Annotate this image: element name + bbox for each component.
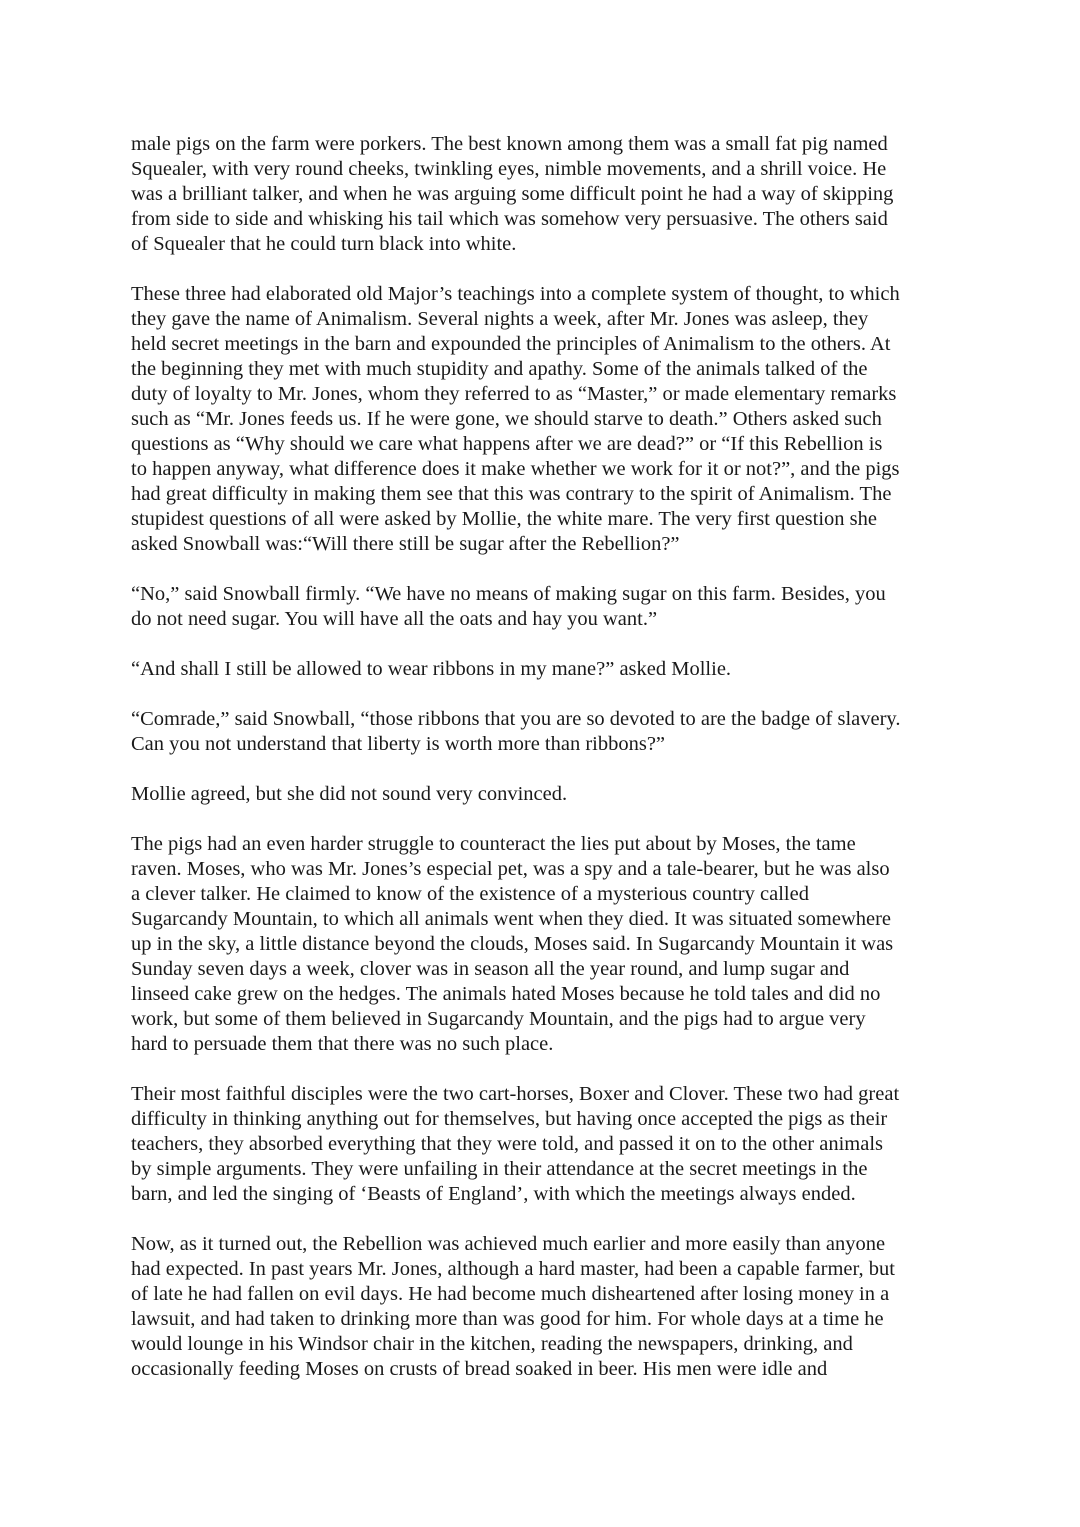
- paragraph: [131, 582, 961, 632]
- text-line: hard to persuade them that there was no such place.: [131, 1033, 554, 1055]
- text-line: up in the sky, a little distance beyond the clouds, Moses said. In Sugarcandy Mountain it was: [131, 933, 894, 955]
- text-line: Sugarcandy Mountain, to which all animals went when they died. It was situated somewhere: [131, 908, 892, 930]
- text-line: occasionally feeding Moses on crusts of bread soaked in beer. His men were idle and: [131, 1358, 828, 1380]
- text-line: such as “Mr. Jones feeds us. If he were gone, we should starve to death.” Others asked such: [131, 408, 882, 430]
- text-line: Sunday seven days a week, clover was in season all the year round, and lump sugar and: [131, 958, 850, 980]
- text-line: duty of loyalty to Mr. Jones, whom they referred to as “Master,” or made elementary remarks: [131, 383, 897, 405]
- text-line: from side to side and whisking his tail which was somehow very persuasive. The others said: [131, 208, 888, 230]
- text-line: the beginning they met with much stupidity and apathy. Some of the animals talked of the: [131, 358, 868, 380]
- text-line: do not need sugar. You will have all the oats and hay you want.”: [131, 608, 658, 630]
- text-line: The pigs had an even harder struggle to counteract the lies put about by Moses, the tame: [131, 833, 856, 855]
- text-line: Can you not understand that liberty is worth more than ribbons?”: [131, 733, 666, 755]
- text-line: would lounge in his Windsor chair in the kitchen, reading the newspapers, drinking, and: [131, 1333, 853, 1355]
- text-line: to happen anyway, what difference does it make whether we work for it or not?”, and the pigs: [131, 458, 900, 480]
- text-line: of Squealer that he could turn black into white.: [131, 233, 517, 255]
- text-line: work, but some of them believed in Sugarcandy Mountain, and the pigs had to argue very: [131, 1008, 866, 1030]
- text-line: difficulty in thinking anything out for themselves, but having once accepted the pigs as their: [131, 1108, 888, 1130]
- text-line: Mollie agreed, but she did not sound very convinced.: [131, 783, 568, 805]
- paragraph: [131, 832, 961, 1057]
- text-line: had expected. In past years Mr. Jones, although a hard master, had been a capable farmer, but: [131, 1258, 895, 1280]
- paragraph: [131, 132, 961, 257]
- text-line: questions as “Why should we care what happens after we are dead?” or “If this Rebellion is: [131, 433, 883, 455]
- paragraph: [131, 782, 961, 807]
- text-line: stupidest questions of all were asked by Mollie, the white mare. The very first question she: [131, 508, 877, 530]
- text-line: of late he had fallen on evil days. He had become much disheartened after losing money in a: [131, 1283, 890, 1305]
- text-line: lawsuit, and had taken to drinking more than was good for him. For whole days at a time he: [131, 1308, 884, 1330]
- text-line: Squealer, with very round cheeks, twinkling eyes, nimble movements, and a shrill voice. He: [131, 158, 887, 180]
- text-line: “Comrade,” said Snowball, “those ribbons that you are so devoted to are the badge of slavery.: [131, 708, 901, 730]
- text-line: “And shall I still be allowed to wear ribbons in my mane?” asked Mollie.: [131, 658, 732, 680]
- paragraph: [131, 657, 961, 682]
- text-line: Their most faithful disciples were the two cart-horses, Boxer and Clover. These two had great: [131, 1083, 900, 1105]
- text-line: by simple arguments. They were unfailing in their attendance at the secret meetings in the: [131, 1158, 868, 1180]
- body-text: [131, 132, 961, 1407]
- text-line: “No,” said Snowball firmly. “We have no means of making sugar on this farm. Besides, you: [131, 583, 886, 605]
- text-line: These three had elaborated old Major’s teachings into a complete system of thought, to which: [131, 283, 900, 305]
- text-line: they gave the name of Animalism. Several nights a week, after Mr. Jones was asleep, they: [131, 308, 869, 330]
- paragraph: [131, 1082, 961, 1207]
- text-line: a clever talker. He claimed to know of the existence of a mysterious country called: [131, 883, 809, 905]
- text-line: male pigs on the farm were porkers. The best known among them was a small fat pig named: [131, 133, 888, 155]
- text-line: Now, as it turned out, the Rebellion was achieved much earlier and more easily than anyone: [131, 1233, 886, 1255]
- text-line: linseed cake grew on the hedges. The animals hated Moses because he told tales and did no: [131, 983, 881, 1005]
- paragraph: [131, 1232, 961, 1382]
- text-line: was a brilliant talker, and when he was arguing some difficult point he had a way of skipping: [131, 183, 894, 205]
- text-line: raven. Moses, who was Mr. Jones’s especial pet, was a spy and a tale-bearer, but he was also: [131, 858, 890, 880]
- paragraph: [131, 282, 961, 557]
- text-line: teachers, they absorbed everything that they were told, and passed it on to the other animals: [131, 1133, 884, 1155]
- text-line: barn, and led the singing of ‘Beasts of England’, with which the meetings always ended.: [131, 1183, 856, 1205]
- paragraph: [131, 707, 961, 757]
- text-line: asked Snowball was:“Will there still be sugar after the Rebellion?”: [131, 533, 680, 555]
- text-line: had great difficulty in making them see that this was contrary to the spirit of Animalism. The: [131, 483, 892, 505]
- text-line: held secret meetings in the barn and expounded the principles of Animalism to the others. At: [131, 333, 891, 355]
